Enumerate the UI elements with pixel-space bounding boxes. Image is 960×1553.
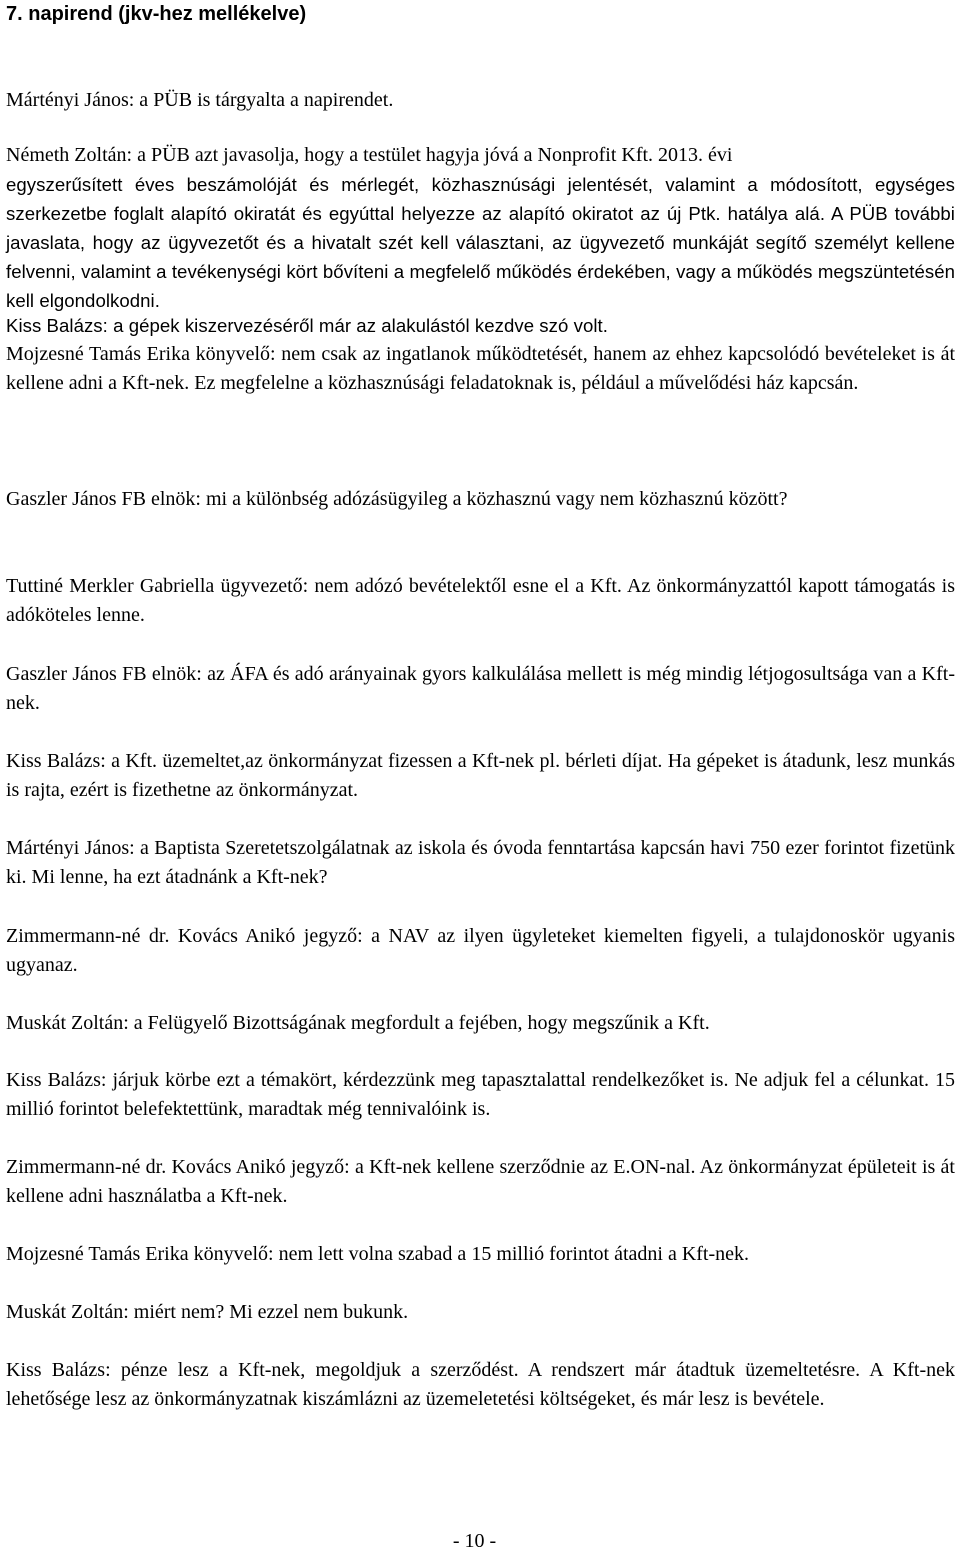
- paragraph-nemeth-proposal: Németh Zoltán: a PÜB azt javasolja, hogy a testület hagyja jóvá a Nonprofit Kft. 2013. évi: [6, 144, 733, 166]
- agenda-heading: 7. napirend (jkv-hez mellékelve): [6, 3, 307, 25]
- paragraph-zimmermann-nav: Zimmermann-né dr. Kovács Anikó jegyző: a NAV az ilyen ügyleteket kiemelten figyeli, a tulajdonoskör ugyanis ugyanaz.: [6, 925, 955, 976]
- paragraph-zimmermann-eon: Zimmermann-né dr. Kovács Anikó jegyző: a Kft-nek kellene szerződnie az E.ON-nal. Az önkormányzat épületeit is át kellene adni használatba a Kft-nek.: [6, 1156, 955, 1207]
- paragraph-mojzesne-15m: Mojzesné Tamás Erika könyvelő: nem lett volna szabad a 15 millió forintot átadni a Kft-nek.: [6, 1243, 750, 1265]
- paragraph-muskat-why: Muskát Zoltán: miért nem? Mi ezzel nem bukunk.: [6, 1301, 409, 1323]
- page-number: - 10 -: [452, 1530, 497, 1552]
- paragraph-gaszler-question: Gaszler János FB elnök: mi a különbség adózásügyileg a közhasznú vagy nem közhasznú között?: [6, 488, 788, 510]
- paragraph-kiss-rent: Kiss Balázs: a Kft. üzemeltet,az önkormányzat fizessen a Kft-nek pl. bérleti díjat. Ha gépeket is átadunk, lesz munkás is rajta, ezért is fizethetne az önkormányzat.: [6, 750, 955, 801]
- paragraph-martenyi-baptist: Mártényi János: a Baptista Szeretetszolgálatnak az iskola és óvoda fenntartása kapcsán havi 750 ezer forintot fizetünk ki. Mi lenne, ha ezt átadnánk a Kft-nek?: [6, 837, 955, 888]
- paragraph-gaszler-vat: Gaszler János FB elnök: az ÁFA és adó arányainak gyors kalkulálása mellett is még mindig létjogosultsága van a Kft-nek.: [6, 663, 955, 714]
- paragraph-kiss-machines: Kiss Balázs: a gépek kiszervezéséről már az alakulástól kezdve szó volt.: [6, 315, 608, 336]
- paragraph-mojzesne-properties: Mojzesné Tamás Erika könyvelő: nem csak az ingatlanok működtetését, hanem az ehhez kapcsolódó bevételeket is át kellene adni a Kft-nek. Ez megfelelne a közhasznúsági feladatoknak is, például a művelődési ház kapcsán.: [6, 343, 955, 394]
- paragraph-pub-recommendation: egyszerűsített éves beszámolóját és mérlegét, közhasznúsági jelentését, valamint a módosított, egységes szerkezetbe foglalt alapító okiratát és egyúttal helyezze az alapító okiratot az új Ptk. hatálya alá. A PÜB további javaslata, hogy az ügyvezetőt és a hivatalt szét kell választani, az ügyvezető munkáját segítő személyt kellene felvenni, valamint a tevékenységi kört bővíteni a megfelelő működés érdekében, vagy a működés megszüntetésén kell elgondolkodni.: [6, 174, 955, 311]
- paragraph-kiss-explore: Kiss Balázs: járjuk körbe ezt a témakört, kérdezzünk meg tapasztalattal rendelkezőket is. Ne adjuk fel a célunkat. 15 millió forintot belefektettünk, maradtak még tennivalóink is.: [6, 1069, 955, 1120]
- paragraph-martenyi-pub: Mártényi János: a PÜB is tárgyalta a napirendet.: [6, 89, 394, 111]
- paragraph-muskat-board: Muskát Zoltán: a Felügyelő Bizottságának megfordult a fejében, hogy megszűnik a Kft.: [6, 1012, 710, 1034]
- paragraph-tuttine-answer: Tuttiné Merkler Gabriella ügyvezető: nem adózó bevételektől esne el a Kft. Az önkormányzattól kapott támogatás is adóköteles lenne.: [6, 575, 955, 626]
- paragraph-kiss-revenue: Kiss Balázs: pénze lesz a Kft-nek, megoldjuk a szerződést. A rendszert már átadtuk üzemeltetésre. A Kft-nek lehetősége lesz az önkormányzatnak kiszámlázni az üzemeletetési költségeket, és már lesz is bevétele.: [6, 1359, 955, 1410]
